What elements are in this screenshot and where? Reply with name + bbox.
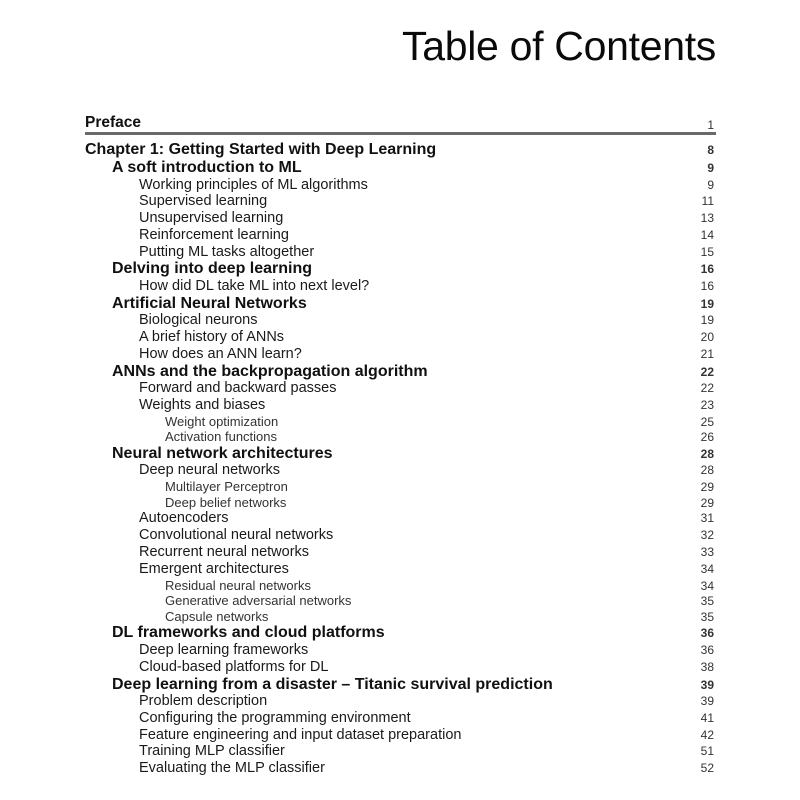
toc-subsubsection[interactable]: [85, 479, 716, 495]
toc-section[interactable]: [85, 260, 716, 278]
toc-entry-page: 26: [700, 430, 714, 445]
toc-entry-page: 22: [700, 364, 714, 379]
toc-subsection[interactable]: [85, 397, 716, 414]
toc-section[interactable]: [85, 159, 716, 177]
toc-entry-preface[interactable]: [85, 112, 716, 135]
toc-entry-label: Deep learning from a disaster – Titanic survival prediction: [112, 675, 553, 693]
toc-chapter[interactable]: [85, 141, 716, 159]
toc-section[interactable]: [85, 624, 716, 642]
toc-entry-page: 36: [700, 626, 714, 641]
toc-subsection[interactable]: [85, 177, 716, 194]
toc-subsection[interactable]: [85, 561, 716, 578]
toc-subsection[interactable]: [85, 727, 716, 744]
toc-subsection[interactable]: [85, 659, 716, 676]
toc-entry-page: 38: [700, 659, 714, 674]
toc-entry-page: 35: [700, 609, 714, 624]
toc-entry-label: Deep learning frameworks: [139, 641, 309, 658]
toc-entry-label: Training MLP classifier: [139, 743, 285, 760]
toc-entry-label: Capsule networks: [165, 608, 269, 624]
toc-entry-label: Autoencoders: [139, 510, 229, 527]
toc-section[interactable]: [85, 445, 716, 463]
toc-entry-page: 28: [700, 463, 714, 478]
toc-entry-page: 36: [700, 642, 714, 657]
toc-entry-label: A soft introduction to ML: [112, 159, 302, 176]
toc-entry-label: Cloud-based platforms for DL: [139, 658, 329, 675]
toc-entry-page: 29: [700, 480, 714, 495]
toc-entry-page: 19: [700, 296, 714, 311]
toc-section[interactable]: [85, 363, 716, 381]
toc-subsection[interactable]: [85, 462, 716, 479]
toc-entry-page: 21: [700, 346, 714, 361]
toc-subsection[interactable]: [85, 693, 716, 710]
toc-entry-label: Configuring the programming environment: [139, 709, 411, 726]
toc-entry-page: 19: [700, 313, 714, 328]
toc-entry-label: Reinforcement learning: [139, 226, 289, 243]
toc-entry-page: 42: [700, 727, 714, 742]
toc-entry-label: A brief history of ANNs: [139, 329, 285, 346]
toc-entry-page: 32: [700, 528, 714, 543]
toc-entry-label: Putting ML tasks altogether: [139, 243, 315, 260]
toc-entry-page: 8: [707, 143, 714, 157]
toc-entry-label: Neural network architectures: [112, 444, 333, 462]
toc-subsection[interactable]: [85, 210, 716, 227]
toc-subsection[interactable]: [85, 642, 716, 659]
toc-entry-label: Preface: [85, 114, 142, 131]
toc-entry-page: 41: [700, 710, 714, 725]
toc-entry-page: 35: [700, 594, 714, 609]
toc-subsection[interactable]: [85, 760, 716, 777]
toc-entry-label: Delving into deep learning: [112, 260, 313, 278]
toc-entry-page: 22: [700, 381, 714, 396]
toc-entry-page: 16: [700, 278, 714, 293]
toc-entry-label: DL frameworks and cloud platforms: [112, 624, 385, 642]
toc-subsection[interactable]: [85, 743, 716, 760]
toc-entry-label: Working principles of ML algorithms: [139, 176, 368, 193]
toc-subsection[interactable]: [85, 193, 716, 210]
toc-section[interactable]: [85, 295, 716, 313]
toc-subsection[interactable]: [85, 329, 716, 346]
toc-entry-page: 31: [700, 511, 714, 526]
toc-entry-page: 1: [707, 118, 714, 132]
toc-entry-page: 9: [707, 161, 714, 175]
toc-entry-label: ANNs and the backpropagation algorithm: [112, 362, 428, 380]
toc-section[interactable]: [85, 676, 716, 694]
toc-subsection[interactable]: [85, 710, 716, 727]
toc-entry-label: Emergent architectures: [139, 560, 289, 577]
toc-entry-page: 25: [700, 414, 714, 429]
toc-subsection[interactable]: [85, 312, 716, 329]
toc-subsubsection[interactable]: [85, 578, 716, 594]
toc-entry-label: Chapter 1: Getting Started with Deep Learning: [85, 141, 437, 158]
toc-entry-label: Artificial Neural Networks: [112, 294, 307, 312]
toc-entry-label: Deep neural networks: [139, 462, 281, 479]
toc-subsection[interactable]: [85, 544, 716, 561]
toc-subsection[interactable]: [85, 380, 716, 397]
toc-subsection[interactable]: [85, 278, 716, 295]
toc-entry-page: 20: [700, 330, 714, 345]
toc-entry-page: 39: [700, 677, 714, 692]
toc-subsection[interactable]: [85, 510, 716, 527]
toc-entry-page: 11: [701, 194, 714, 209]
toc-subsubsection[interactable]: [85, 414, 716, 430]
toc-entry-label: Unsupervised learning: [139, 210, 284, 227]
toc-entry-page: 39: [700, 694, 714, 708]
table-of-contents: [85, 112, 716, 777]
toc-entry-label: Residual neural networks: [165, 577, 311, 593]
toc-entry-label: Biological neurons: [139, 312, 258, 329]
toc-entry-page: 33: [700, 545, 714, 560]
toc-entry-label: Forward and backward passes: [139, 380, 337, 397]
toc-subsubsection[interactable]: [85, 429, 716, 445]
toc-entry-label: Activation functions: [165, 429, 278, 445]
toc-entry-page: 34: [700, 578, 714, 593]
toc-subsubsection[interactable]: [85, 495, 716, 511]
toc-entry-label: Generative adversarial networks: [165, 593, 352, 609]
toc-entry-page: 16: [700, 262, 714, 277]
toc-entry-label: How does an ANN learn?: [139, 345, 302, 362]
toc-entry-page: 9: [707, 177, 714, 192]
toc-entry-page: 28: [700, 446, 714, 461]
toc-subsection[interactable]: [85, 227, 716, 244]
toc-entry-label: Problem description: [139, 693, 268, 709]
toc-entry-page: 34: [700, 561, 714, 576]
toc-entry-label: Deep belief networks: [165, 494, 287, 510]
toc-entry-label: Evaluating the MLP classifier: [139, 760, 325, 777]
toc-entry-label: Convolutional neural networks: [139, 527, 334, 544]
toc-entry-label: Weight optimization: [165, 413, 279, 429]
toc-entry-page: 13: [700, 211, 714, 226]
page-title: Table of Contents: [402, 23, 716, 69]
toc-subsubsection[interactable]: [85, 609, 716, 625]
toc-entry-label: How did DL take ML into next level?: [139, 277, 370, 294]
toc-entry-label: Multilayer Perceptron: [165, 479, 288, 495]
toc-entry-page: 29: [700, 495, 714, 510]
toc-entry-page: 14: [700, 227, 714, 242]
toc-entry-label: Weights and biases: [139, 396, 266, 413]
toc-subsubsection[interactable]: [85, 593, 716, 609]
toc-entry-label: Supervised learning: [139, 193, 268, 210]
toc-entry-page: 15: [700, 244, 714, 259]
toc-entry-page: 51: [700, 744, 714, 759]
toc-entry-page: 52: [700, 761, 714, 776]
toc-subsection[interactable]: [85, 244, 716, 261]
toc-subsection[interactable]: [85, 346, 716, 363]
toc-entry-label: Recurrent neural networks: [139, 544, 310, 561]
toc-entry-label: Feature engineering and input dataset preparation: [139, 726, 462, 743]
toc-entry-page: 23: [700, 397, 714, 412]
toc-entries: [85, 141, 716, 777]
toc-subsection[interactable]: [85, 527, 716, 544]
